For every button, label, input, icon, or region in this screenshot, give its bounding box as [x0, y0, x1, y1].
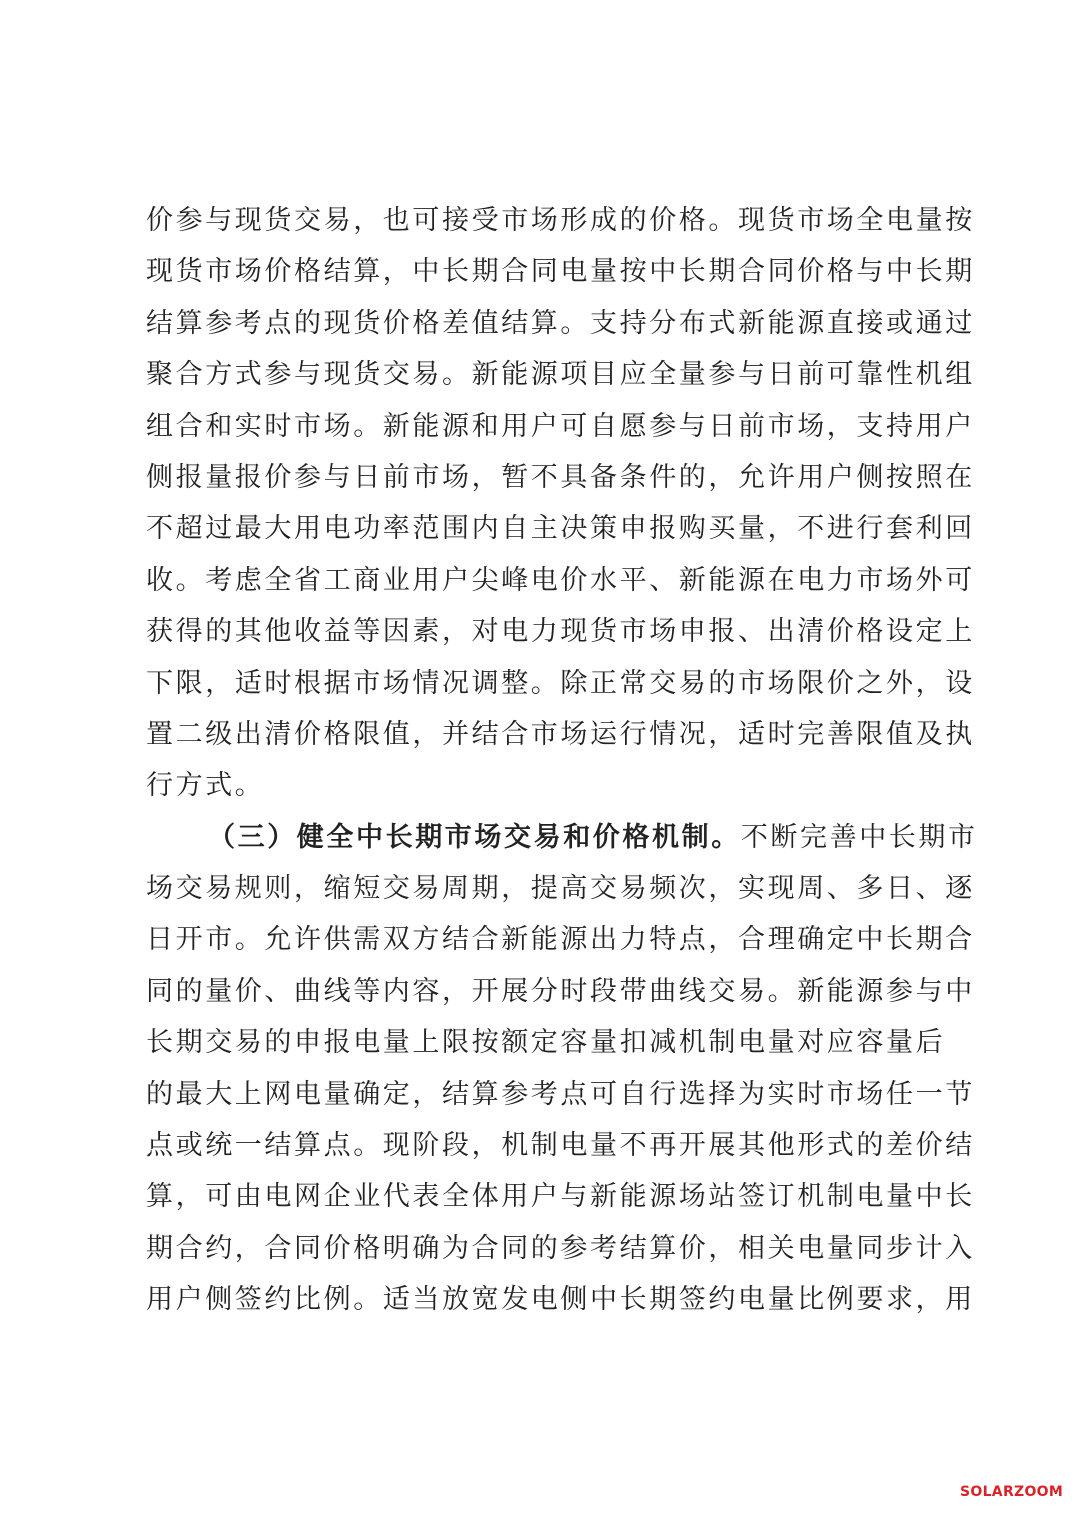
paragraph-line: 聚合方式参与现货交易。新能源项目应全量参与日前可靠性机组: [146, 359, 975, 391]
paragraph-line: 组合和实时市场。新能源和用户可自愿参与日前市场，支持用户: [146, 410, 975, 442]
paragraph-line: 同的量价、曲线等内容，开展分时段带曲线交易。新能源参与中: [146, 975, 975, 1007]
paragraph-line: 点或统一结算点。现阶段，机制电量不再开展其他形式的差价结: [146, 1130, 975, 1162]
section-heading: （三）健全中长期市场交易和价格机制。: [208, 821, 741, 853]
paragraph-line: 价参与现货交易，也可接受市场形成的价格。现货市场全电量按: [146, 205, 975, 236]
paragraph-line: 期合约，合同价格明确为合同的参考结算价，相关电量同步计入: [146, 1232, 975, 1264]
paragraph-line: 行方式。: [146, 770, 265, 802]
paragraph-line: 场交易规则，缩短交易周期，提高交易频次，实现周、多日、逐: [146, 873, 975, 905]
paragraph-line: 侧报量报价参与日前市场，暂不具备条件的，允许用户侧按照在: [146, 461, 975, 493]
paragraph-line: 算，可由电网企业代表全体用户与新能源场站签订机制电量中长: [146, 1181, 975, 1213]
paragraph-line: 用户侧签约比例。适当放宽发电侧中长期签约电量比例要求，用: [146, 1284, 975, 1316]
paragraph-line: 置二级出清价格限值，并结合市场运行情况，适时完善限值及执: [146, 718, 975, 750]
paragraph-line: 现货市场价格结算，中长期合同电量按中长期合同价格与中长期: [146, 256, 975, 288]
paragraph-line: 结算参考点的现货价格差值结算。支持分布式新能源直接或通过: [146, 307, 975, 339]
paragraph-line: 日开市。允许供需双方结合新能源出力特点，合理确定中长期合: [146, 924, 975, 956]
paragraph-line: 长期交易的申报电量上限按额定容量扣减机制电量对应容量后: [146, 1027, 946, 1059]
section-text: 不断完善中长期市: [740, 821, 978, 853]
document-body: [146, 195, 978, 1326]
section-first-line: [146, 812, 978, 863]
paragraph-line: 收。考虑全省工商业用户尖峰电价水平、新能源在电力市场外可: [146, 564, 975, 596]
paragraph-line: 不超过最大用电功率范围内自主决策申报购买量，不进行套利回: [146, 513, 975, 545]
watermark-logo: SOLARZOOM: [960, 1484, 1064, 1500]
paragraph-line: 下限，适时根据市场情况调整。除正常交易的市场限价之外，设: [146, 667, 975, 699]
paragraph-line: 获得的其他收益等因素，对电力现货市场申报、出清价格设定上: [146, 616, 975, 648]
paragraph-line: 的最大上网电量确定，结算参考点可自行选择为实时市场任一节: [146, 1078, 975, 1110]
